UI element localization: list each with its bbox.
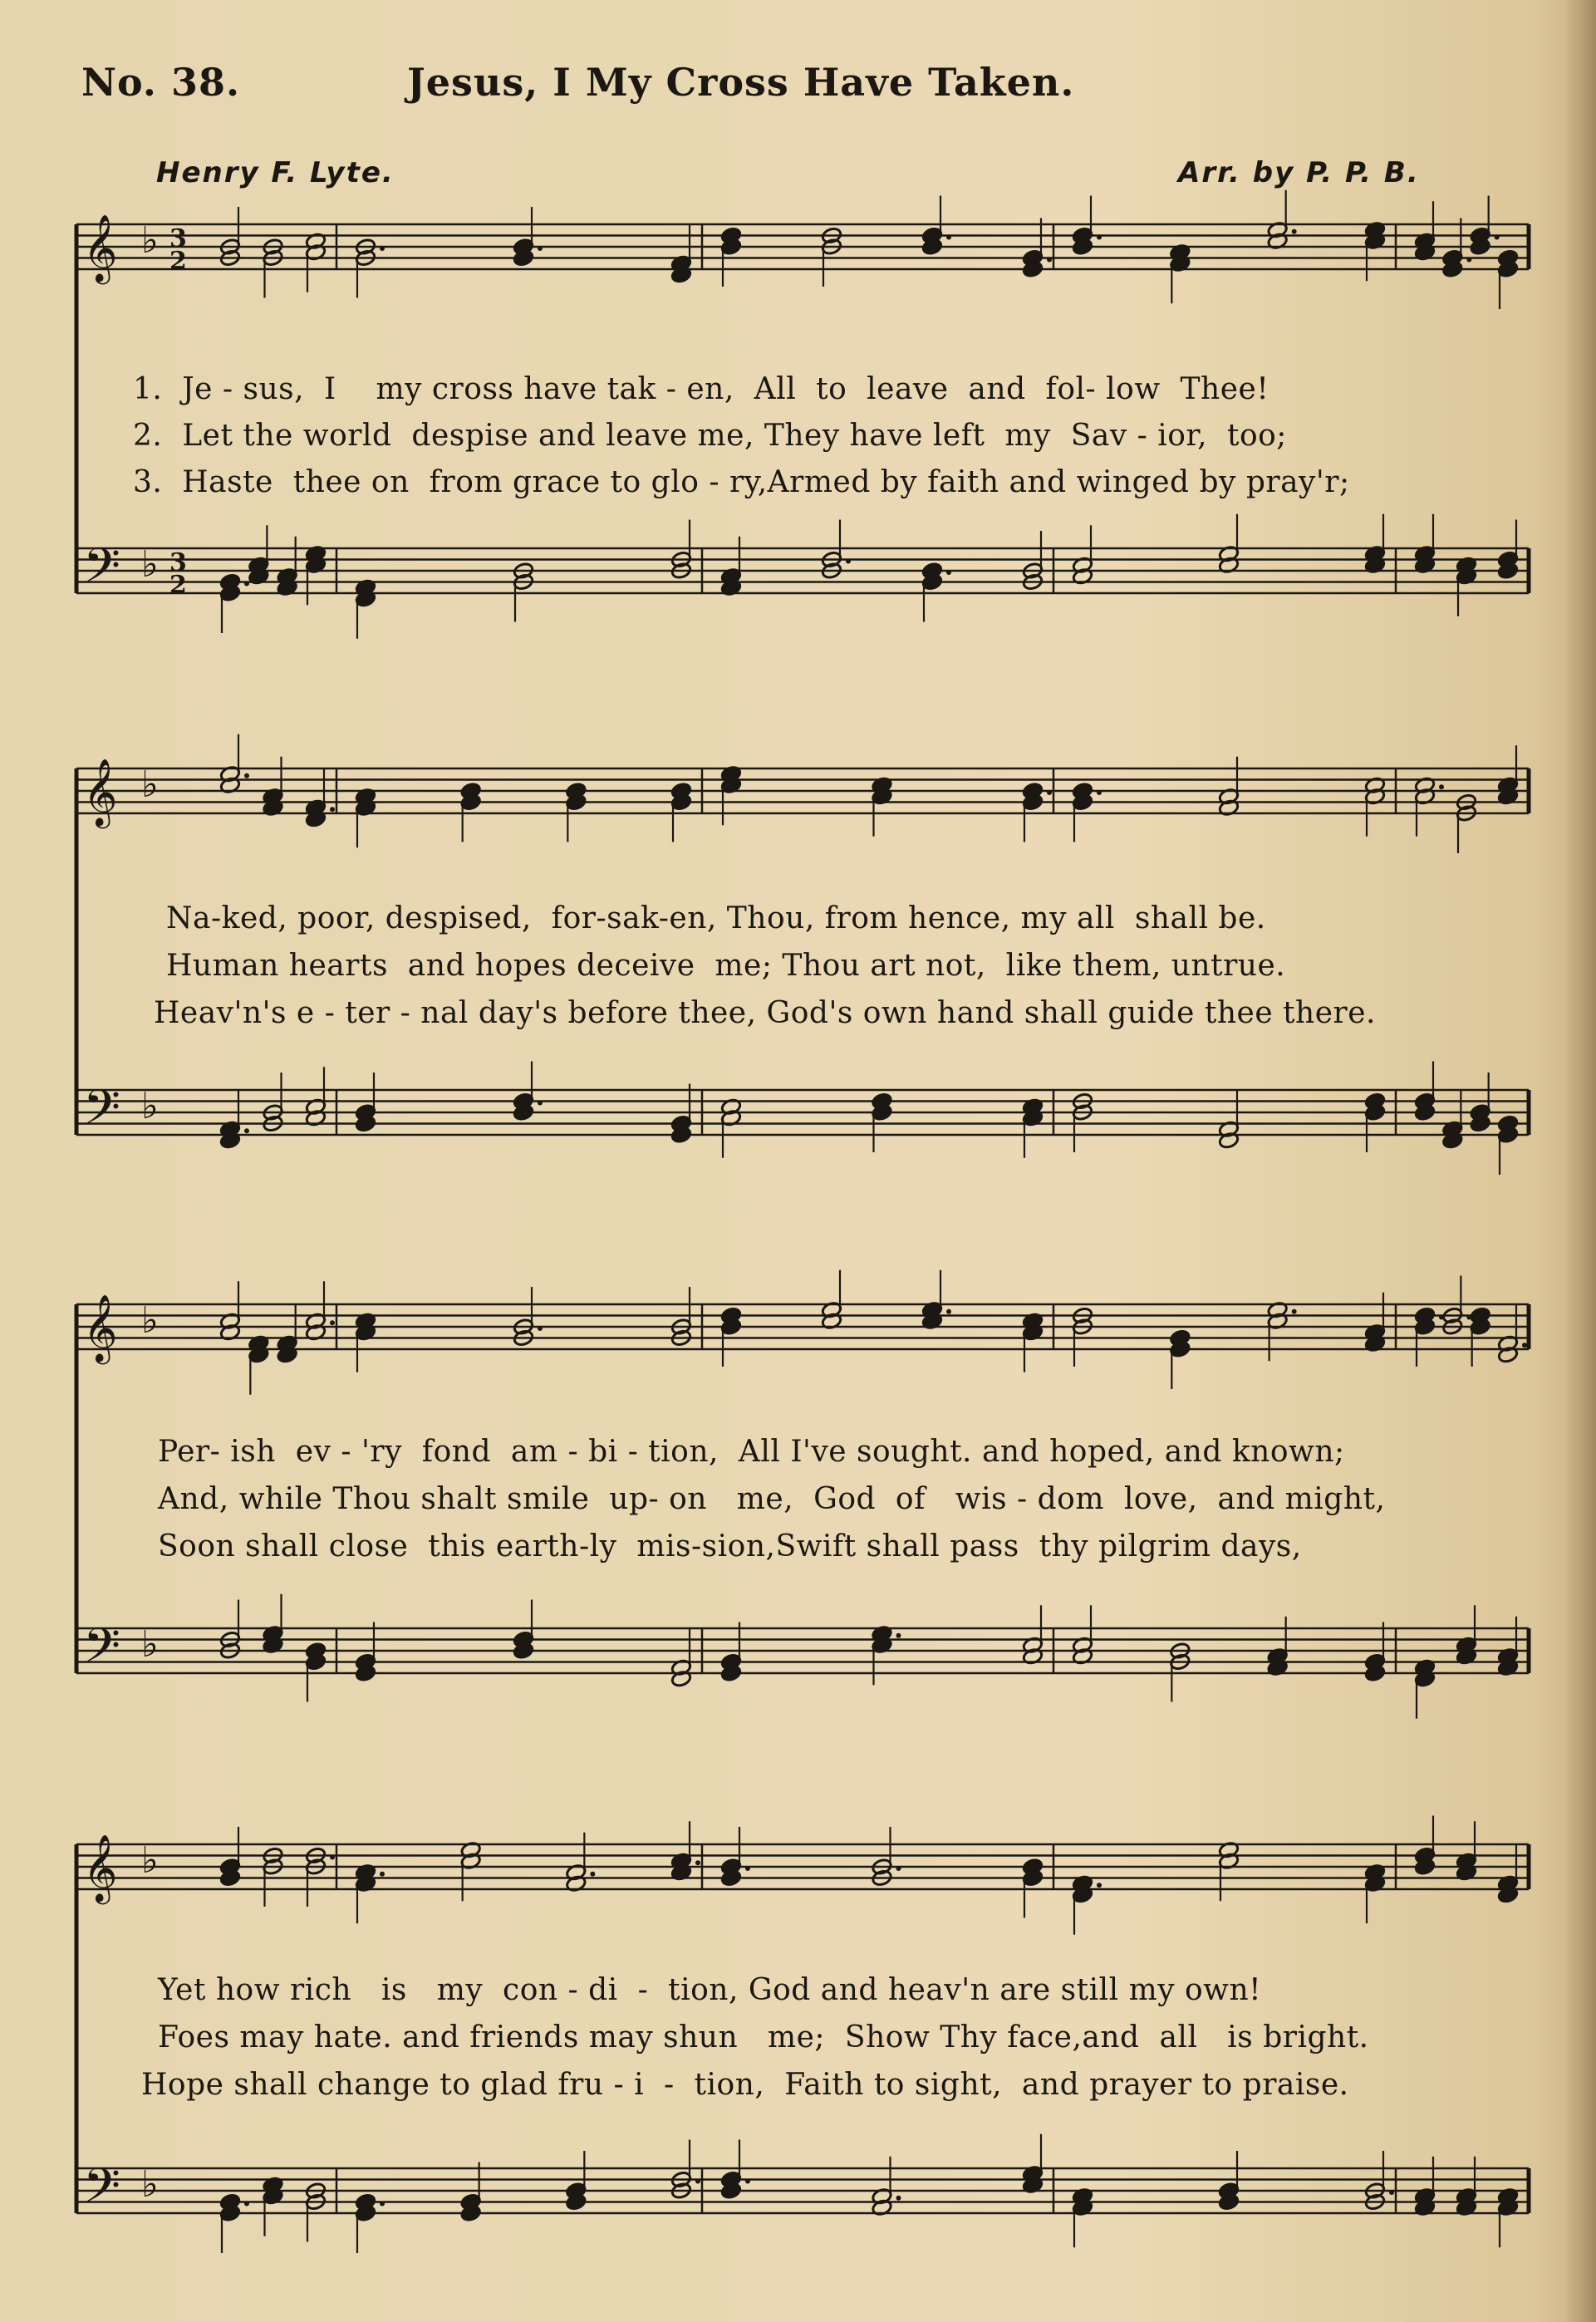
treble-clef-icon: 𝄞 <box>83 214 118 282</box>
lyric-line-s1-v3: 3. Haste thee on from grace to glo - ry,Armed by faith and winged by pray'r; <box>133 465 1350 499</box>
dot-icon <box>1097 1883 1102 1888</box>
dot-icon <box>1466 258 1471 263</box>
dot-icon <box>538 246 543 251</box>
bass-clef-icon: 𝄢 <box>83 2158 121 2226</box>
lyric-line-s3-v2: And, while Thou shalt smile up- on me, God of wis - dom love, and might, <box>158 1482 1386 1516</box>
flat-icon: ♭ <box>141 1838 159 1882</box>
dot-icon <box>1097 790 1102 795</box>
dot-icon <box>330 807 335 812</box>
time-signature-top: 3 <box>169 224 187 253</box>
dot-icon <box>380 246 385 251</box>
time-signature-top: 3 <box>169 548 187 577</box>
dot-icon <box>380 1872 385 1877</box>
treble-clef-icon: 𝄞 <box>83 758 118 826</box>
lyric-line-s2-v3: Heav'n's e - ter - nal day's before thee, God's own hand shall guide thee there. <box>154 996 1376 1030</box>
flat-icon: ♭ <box>141 1622 159 1666</box>
lyric-line-s1-v1: 1. Je - sus, I my cross have tak - en, All to leave and fol- low Thee! <box>133 372 1269 406</box>
bass-clef-icon: 𝄢 <box>83 1618 121 1686</box>
dot-icon <box>695 1860 700 1865</box>
dot-icon <box>244 2202 249 2207</box>
dot-icon <box>1097 235 1102 240</box>
dot-icon <box>896 2196 901 2201</box>
bass-clef-icon: 𝄢 <box>83 538 121 606</box>
dot-icon <box>330 1855 335 1860</box>
dot-icon <box>538 1326 543 1331</box>
dot-icon <box>590 1872 595 1877</box>
dot-icon <box>1047 258 1052 263</box>
dot-icon <box>330 1320 335 1325</box>
dot-icon <box>244 773 249 778</box>
dot-icon <box>896 1866 901 1871</box>
hymn-title: Jesus, I My Cross Have Taken. <box>407 60 1075 105</box>
dot-icon <box>745 1866 750 1871</box>
lyric-line-s2-v2: Human hearts and hopes deceive me; Thou art not, like them, untrue. <box>166 949 1286 983</box>
dot-icon <box>538 1101 543 1106</box>
dot-icon <box>1495 235 1500 240</box>
dot-icon <box>896 1633 901 1638</box>
dot-icon <box>745 2179 750 2184</box>
flat-icon: ♭ <box>141 218 159 262</box>
flat-icon: ♭ <box>141 542 159 586</box>
lyric-line-s2-v1: Na-ked, poor, despised, for-sak-en, Thou, from hence, my all shall be. <box>166 901 1266 935</box>
dot-icon <box>380 2202 385 2207</box>
lyric-line-s4-v3: Hope shall change to glad fru - i - tion, Faith to sight, and prayer to praise. <box>141 2068 1349 2102</box>
bass-clef-icon: 𝄢 <box>83 1079 121 1147</box>
flat-icon: ♭ <box>141 1084 159 1127</box>
dot-icon <box>1522 1343 1527 1348</box>
treble-clef-icon: 𝄞 <box>83 1294 118 1362</box>
flat-icon: ♭ <box>141 1298 159 1342</box>
lyric-line-s4-v1: Yet how rich is my con - di - tion, God and heav'n are still my own! <box>158 1973 1262 2007</box>
lyric-line-s3-v1: Per- ish ev - 'ry fond am - bi - tion, All I've sought. and hoped, and known; <box>158 1435 1345 1469</box>
treble-clef-icon: 𝄞 <box>83 1834 118 1902</box>
flat-icon: ♭ <box>141 763 159 806</box>
dot-icon <box>244 582 249 587</box>
lyric-line-s4-v2: Foes may hate. and friends may shun me; Show Thy face,and all is bright. <box>158 2020 1369 2054</box>
time-signature-bottom: 2 <box>169 571 187 600</box>
dot-icon <box>1389 2190 1394 2195</box>
dot-icon <box>1292 229 1297 234</box>
lyric-line-s1-v2: 2. Let the world despise and leave me, They have left my Sav - ior, too; <box>133 419 1287 453</box>
dot-icon <box>1439 784 1444 789</box>
dot-icon <box>946 1309 951 1314</box>
time-signature-bottom: 2 <box>169 247 187 276</box>
dot-icon <box>846 559 851 564</box>
arranger-credit: Arr. by P. P. B. <box>1178 156 1420 189</box>
flat-icon: ♭ <box>141 2162 159 2206</box>
dot-icon <box>1047 790 1052 795</box>
dot-icon <box>244 1128 249 1133</box>
lyricist-credit: Henry F. Lyte. <box>156 156 395 189</box>
dot-icon <box>695 2179 700 2184</box>
lyric-line-s3-v3: Soon shall close this earth-ly mis-sion,Swift shall pass thy pilgrim days, <box>158 1529 1302 1564</box>
dot-icon <box>946 235 951 240</box>
dot-icon <box>946 570 951 575</box>
hymn-number: No. 38. <box>81 60 240 105</box>
dot-icon <box>1292 1309 1297 1314</box>
